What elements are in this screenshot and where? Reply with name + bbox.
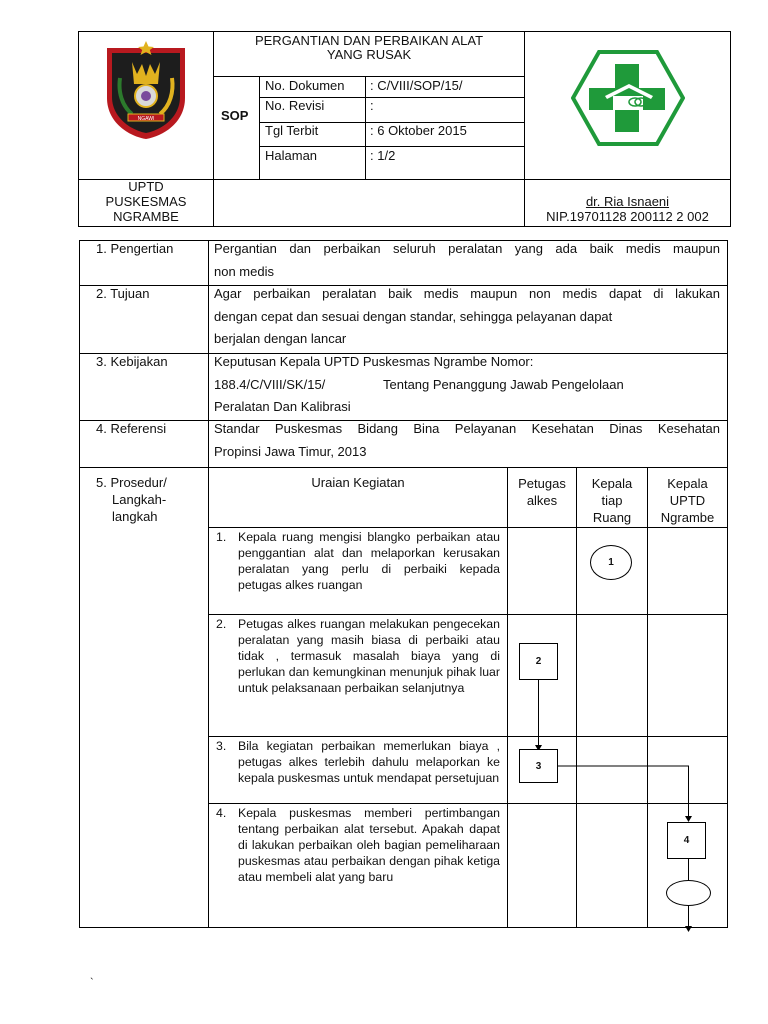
column-header-kepala-uptd	[648, 475, 727, 526]
procedure-step-4	[216, 805, 500, 885]
column-header-text: Kepala	[591, 476, 633, 491]
section-pengertian-content	[214, 238, 720, 283]
meta-label-no-dokumen: No. Dokumen	[265, 78, 345, 93]
section-label-prosedur: 5. Prosedur/	[96, 475, 167, 490]
logo-ngawi-text: NGAWI	[137, 116, 155, 122]
step-number: 4.	[216, 806, 227, 820]
column-header-text: Ruang	[592, 510, 632, 525]
section-label-tujuan: 2. Tujuan	[96, 286, 150, 301]
meta-value-halaman: : 1/2	[370, 148, 396, 163]
column-header-text: UPTD	[669, 493, 706, 508]
kebijakan-line: Keputusan Kepala UPTD Puskesmas Ngrambe Nomor:	[214, 354, 534, 369]
column-header-text: tiap	[601, 493, 623, 508]
column-header-petugas	[508, 475, 576, 509]
meta-label-tgl-terbit: Tgl Terbit	[265, 123, 319, 138]
kebijakan-sk-subject: Tentang Penanggung Jawab Pengelolaan	[383, 376, 624, 392]
step-text: Kepala puskesmas memberi pertimbangan tentang perbaikan alat tersebut. Apakah dapat di lakukan perbaikan oleh bagian pemeliharaan puskesmas atau perbaikan dengan pihak ketiga atau membeli alat yang baru	[238, 806, 500, 884]
step-text: Bila kegiatan perbaikan memerlukan biaya , petugas alkes terlebih dahulu melaporkan ke kepala puskesmas untuk mendapat persetujuan	[238, 739, 500, 785]
step-number: 1.	[216, 530, 227, 544]
flow-node-4: 4	[667, 822, 706, 859]
section-label-pengertian: 1. Pengertian	[96, 241, 174, 256]
meta-label-no-revisi: No. Revisi	[265, 98, 325, 113]
step-number: 3.	[216, 739, 227, 753]
column-header-text: Petugas	[518, 476, 566, 491]
section-kebijakan-content	[214, 351, 720, 419]
section-label-kebijakan: 3. Kebijakan	[96, 354, 168, 369]
org-name-line2: PUSKESMAS	[105, 194, 187, 209]
section-tujuan-content	[214, 283, 720, 351]
column-header-text: Ngrambe	[660, 510, 715, 525]
arrowhead-icon	[685, 926, 692, 932]
meta-value-no-dokumen: : C/VIII/SOP/15/	[370, 78, 463, 93]
column-header-kepala-ruang	[577, 475, 647, 526]
flow-node-decision	[666, 880, 711, 906]
section-label-referensi: 4. Referensi	[96, 421, 167, 436]
signer-name: dr. Ria Isnaeni	[585, 194, 670, 209]
pengertian-line: Pergantian dan perbaikan seluruh peralatan yang ada baik medis maupun	[214, 241, 720, 256]
org-name-line3: NGRAMBE	[113, 209, 179, 224]
meta-value-tgl-terbit: : 6 Oktober 2015	[370, 123, 467, 138]
section-label-prosedur-3: langkah	[112, 509, 158, 524]
column-header-text: alkes	[526, 493, 558, 508]
sop-label: SOP	[221, 108, 249, 123]
referensi-line: Propinsi Jawa Timur, 2013	[214, 443, 367, 459]
signer-nip: NIP.19701128 200112 2 002	[546, 209, 709, 224]
org-name-line1: UPTD	[128, 179, 164, 194]
section-label-prosedur-2: Langkah-	[112, 492, 167, 507]
flow-node-3: 3	[519, 749, 558, 783]
column-header-text: Kepala	[667, 476, 708, 491]
step-number: 2.	[216, 617, 227, 631]
procedure-step-1	[216, 529, 500, 593]
step-text: Kepala ruang mengisi blangko perbaikan atau penggantian alat dan melaporkan kerusakan peralatan yang perlu di perbaiki kepada petugas alkes ruangan	[238, 530, 500, 592]
document-title-line1: PERGANTIAN DAN PERBAIKAN ALAT	[254, 33, 484, 48]
pengertian-line: non medis	[214, 263, 274, 279]
kebijakan-line: Peralatan Dan Kalibrasi	[214, 399, 351, 414]
flow-node-start: 1	[590, 545, 632, 580]
procedure-step-2	[216, 616, 500, 696]
tujuan-line: dengan cepat dan sesuai dengan standar, sehingga pelayanan dapat	[214, 308, 613, 324]
flow-node-2: 2	[519, 643, 558, 680]
column-header-uraian: Uraian Kegiatan	[311, 475, 405, 490]
meta-value-no-revisi: :	[370, 98, 374, 113]
puskesmas-logo	[571, 50, 685, 146]
footer-mark: `	[90, 977, 94, 989]
tujuan-line: berjalan dengan lancar	[214, 331, 347, 346]
section-referensi-content	[214, 418, 720, 463]
procedure-step-3	[216, 738, 500, 786]
kebijakan-sk-number: 188.4/C/VIII/SK/15/	[214, 376, 326, 392]
meta-label-halaman: Halaman	[265, 148, 318, 163]
document-title-line2: YANG RUSAK	[326, 47, 412, 62]
step-text: Petugas alkes ruangan melakukan pengecekan peralatan yang masih biasa di perbaiki atau tidak , termasuk masalah biaya yang di perlukan dan kemungkinan menunjuk pihak luar untuk pelaksanaan perbaikan selanjutnya	[238, 617, 500, 695]
ngawi-shield-logo	[104, 40, 188, 140]
tujuan-line: Agar perbaikan peralatan baik medis maupun non medis dapat di lakukan	[214, 286, 720, 301]
referensi-line: Standar Puskesmas Bidang Bina Pelayanan Kesehatan Dinas Kesehatan	[214, 421, 720, 436]
